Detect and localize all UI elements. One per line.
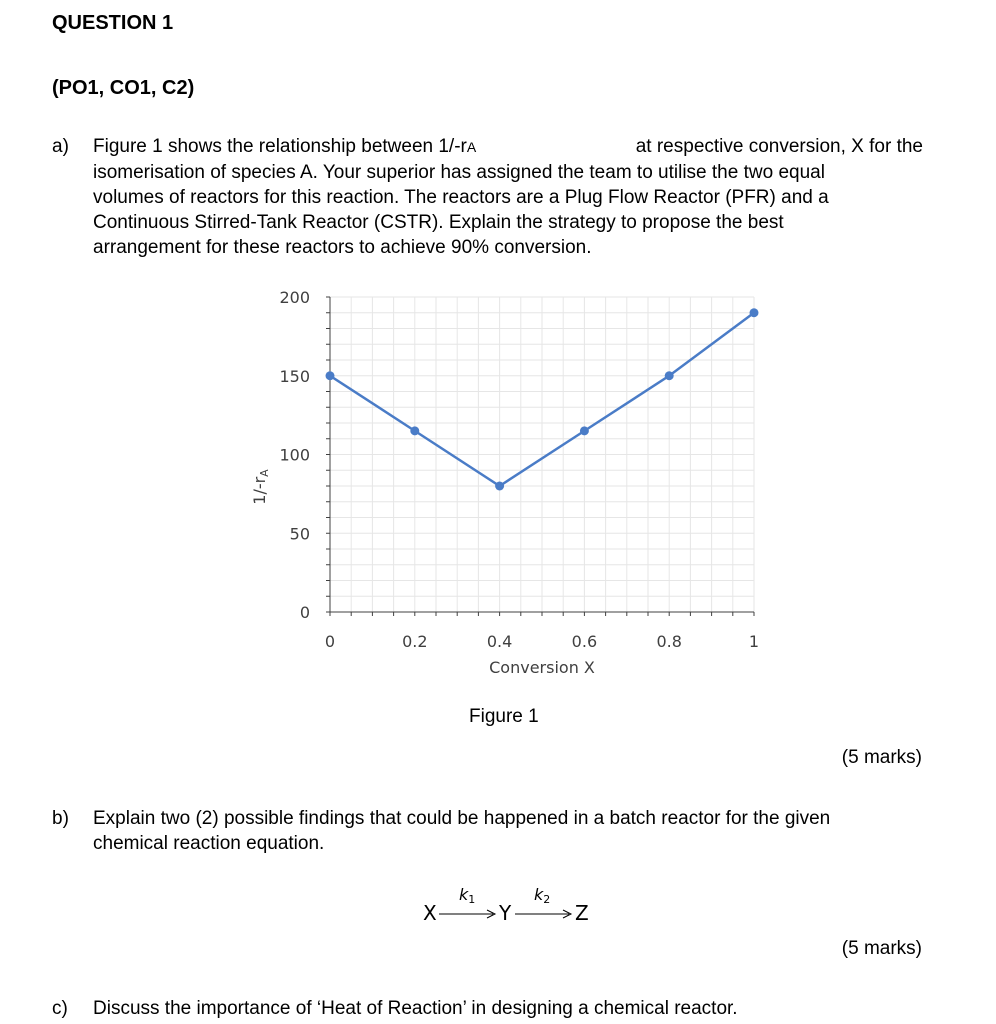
part-b-marker: b) [52,808,69,829]
svg-text:1/-rA [250,469,271,505]
part-a-line-4: Continuous Stirred-Tank Reactor (CSTR). Explain the strategy to propose the best [93,212,784,233]
x-tick-label: 0.8 [656,632,682,651]
y-tick-label: 150 [279,366,310,386]
x-tick-label: 0.4 [486,632,513,651]
y-axis-label-subscript: A [258,469,271,477]
part-c-text: Discuss the importance of ‘Heat of Reaction’ in designing a chemical reactor. [93,998,738,1019]
species-z: Z [575,901,589,925]
chart-axes [326,297,754,616]
data-point [580,426,589,435]
y-tick-label: 50 [289,524,310,544]
data-point [665,371,674,380]
rate-constant-k1: k1 [459,885,476,906]
part-c-marker: c) [52,998,68,1019]
species-x: X [423,901,437,925]
x-tick-label: 0.2 [402,632,428,651]
question-title: QUESTION 1 [52,12,174,34]
x-tick-label: 0 [324,632,336,651]
figure-caption: Figure 1 [469,706,539,727]
y-tick-label: 0 [299,603,310,622]
part-a-line-3: volumes of reactors for this reaction. The reactors are a Plug Flow Reactor (PFR) and a [93,187,829,208]
part-a-line-1: Figure 1 shows the relationship between 1/-rA [93,136,477,157]
part-b-line-2: chemical reaction equation. [93,833,325,854]
species-y: Y [499,901,512,925]
data-point [326,371,335,380]
x-axis-label: Conversion X [489,658,595,677]
reaction-equation [415,880,605,930]
part-a-line-5: arrangement for these reactors to achieve 90% conversion. [93,237,592,258]
x-tick-label: 1 [748,632,760,651]
part-b-text [93,806,933,856]
data-point [750,308,759,317]
part-a-marker: a) [52,136,69,157]
question-outcomes: (PO1, CO1, C2) [52,77,195,99]
chart-grid [330,297,754,612]
data-point [410,426,419,435]
y-axis-label-text: 1/-r [250,476,269,505]
part-b-line-1: Explain two (2) possible findings that could be happened in a batch reactor for the given [93,808,831,829]
part-b-marks: (5 marks) [841,938,922,959]
part-a-text [93,134,923,260]
part-a-line-2: isomerisation of species A. Your superior has assigned the team to utilise the two equal [93,162,825,183]
figure-1-chart [230,280,790,690]
rate-constant-k2: k2 [534,885,551,906]
data-point [495,482,504,491]
y-tick-label: 100 [279,445,310,465]
part-a-line-1-end: at respective conversion, X for the [635,136,923,157]
part-a-marks: (5 marks) [841,747,922,768]
y-tick-label: 200 [279,288,310,307]
x-tick-label: 0.6 [571,632,598,651]
y-axis-label [250,469,271,505]
